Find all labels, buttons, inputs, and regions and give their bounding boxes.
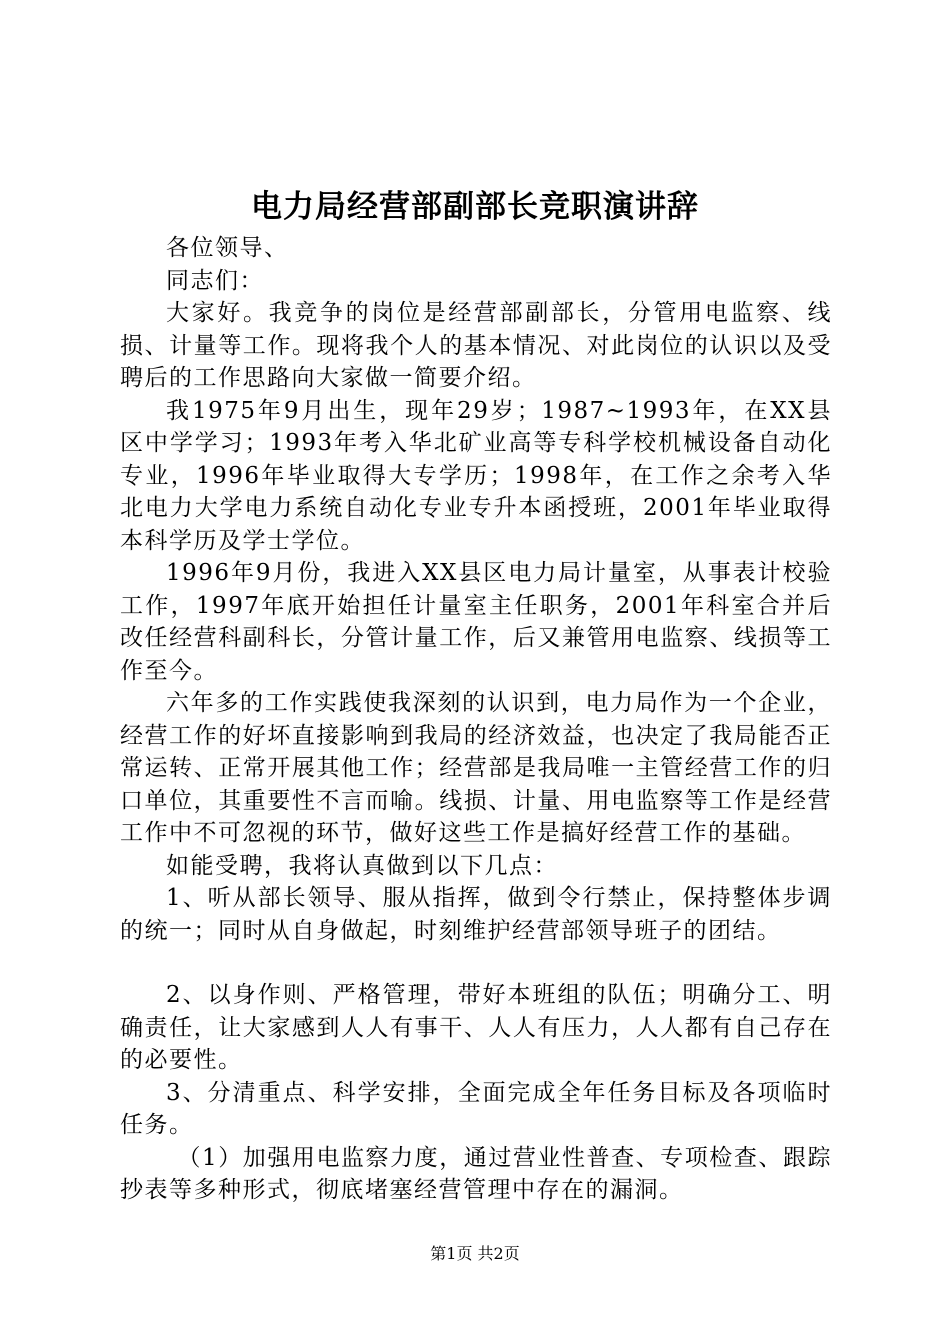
paragraph-work-history: 1996年9月份，我进入XX县区电力局计量室，从事表计校验工作，1997年底开始担任计量室主任职务，2001年科室合并后改任经营科副科长，分管计量工作，后又兼管用电监察、线损等工作至今。: [120, 560, 832, 684]
paragraph-subpoint-1: （1）加强用电监察力度，通过营业性普查、专项检查、跟踪抄表等多种形式，彻底堵塞经营管理中存在的漏洞。: [120, 1144, 832, 1203]
salutation-leaders: 各位领导、: [166, 235, 289, 261]
paragraph-plan-intro: 如能受聘，我将认真做到以下几点：: [166, 852, 558, 879]
paragraph-point-2: 2、以身作则、严格管理，带好本班组的队伍；明确分工、明确责任，让大家感到人人有事干、人人有压力，人人都有自己存在的必要性。: [120, 982, 832, 1073]
paragraph-understanding: 六年多的工作实践使我深刻的认识到，电力局作为一个企业，经营工作的好坏直接影响到我局的经济效益，也决定了我局能否正常运转、正常开展其他工作；经营部是我局唯一主管经营工作的归口单位，其重要性不言而喻。线损、计量、用电监察等工作是经营工作中不可忽视的环节，做好这些工作是搞好经营工作的基础。: [120, 690, 832, 846]
document-title: 电力局经营部副部长竞职演讲辞: [251, 189, 699, 225]
paragraph-intro: 大家好。我竞争的岗位是经营部副部长，分管用电监察、线损、计量等工作。现将我个人的基本情况、对此岗位的认识以及受聘后的工作思路向大家做一简要介绍。: [120, 300, 832, 391]
paragraph-point-1: 1、听从部长领导、服从指挥，做到令行禁止，保持整体步调的统一；同时从自身做起，时刻维护经营部领导班子的团结。: [120, 885, 832, 944]
page-footer: 第1页 共2页: [430, 1244, 520, 1263]
paragraph-point-3: 3、分清重点、科学安排，全面完成全年任务目标及各项临时任务。: [120, 1079, 832, 1138]
document-body: [120, 232, 832, 1207]
salutation-comrades: 同志们：: [166, 267, 264, 294]
paragraph-background: 我1975年9月出生，现年29岁；1987~1993年，在XX县区中学学习；1993年考入华北矿业高等专科学校机械设备自动化专业，1996年毕业取得大专学历；1998年，在工作之余考入华北电力大学电力系统自动化专业专升本函授班，2001年毕业取得本科学历及学士学位。: [120, 397, 832, 554]
